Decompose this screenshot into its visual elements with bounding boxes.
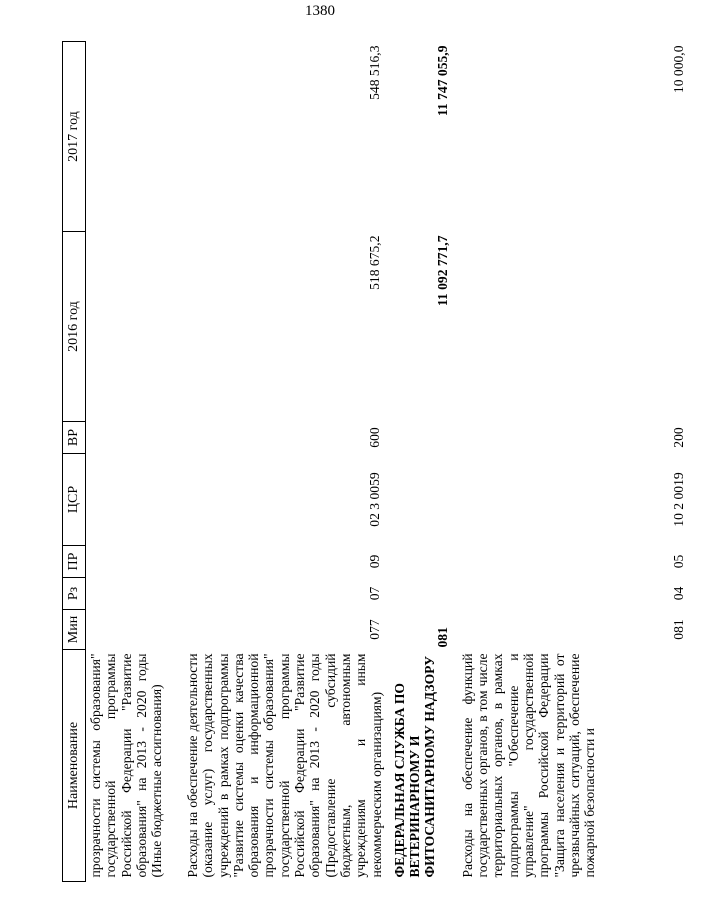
header-min: Мин bbox=[63, 610, 86, 650]
row-name: ФЕДЕРАЛЬНАЯ СЛУЖБА ПО ВЕТЕРИНАРНОМУ И ФИТОСАНИТАРНОМУ НАДЗОРУ bbox=[391, 655, 438, 878]
header-2016: 2016 год bbox=[63, 232, 86, 422]
row-min: 077 bbox=[366, 619, 382, 640]
header-vr: ВР bbox=[63, 422, 86, 454]
row-name: прозрачности системы образования" государственной программы Российской Федерации "Развитие образования" на 2013 - 2020 годы (Иные бюджетные ассигнования) bbox=[88, 653, 165, 878]
row-2016 bbox=[458, 232, 708, 422]
row-csr: 02 3 0059 bbox=[366, 472, 382, 527]
header-pr: ПР bbox=[63, 546, 86, 578]
row-pr: 05 bbox=[670, 554, 686, 569]
row-csr bbox=[390, 454, 458, 546]
row-vr bbox=[86, 422, 184, 454]
row-csr: 10 2 0019 bbox=[670, 472, 686, 527]
row-2017: 11 747 055,9 bbox=[434, 45, 450, 117]
row-rz bbox=[86, 578, 184, 610]
header-2017: 2017 год bbox=[63, 42, 86, 232]
row-2017: 548 516,3 bbox=[366, 45, 382, 100]
row-vr: 200 bbox=[670, 427, 686, 448]
table-row bbox=[390, 42, 458, 882]
budget-table bbox=[62, 41, 708, 882]
row-min: 081 bbox=[434, 627, 450, 648]
row-name: Расходы на обеспечение функций государственных органов, в том числе территориальных органов, в рамках подпрограммы "Обеспечение и управление" государственной программы Российской Федерации "Защита населения и территорий от чрезвычайных ситуаций, обеспечение пожарной безопасности и bbox=[459, 653, 598, 878]
row-pr: 09 bbox=[366, 554, 382, 569]
row-2017 bbox=[86, 42, 184, 232]
row-vr: 600 bbox=[366, 427, 382, 448]
table-row bbox=[183, 42, 390, 882]
header-rz: Рз bbox=[63, 578, 86, 610]
header-row bbox=[63, 42, 86, 882]
row-pr bbox=[390, 546, 458, 578]
row-2017: 10 000,0 bbox=[670, 45, 686, 94]
table-row bbox=[86, 42, 184, 882]
row-name: Расходы на обеспечение деятельности (оказание услуг) государственных учреждений в рамках подпрограммы "Развитие системы оценки качества образования и информационной прозрачности системы образования" государственной программы Российской Федерации "Развитие образования" на 2013 - 2020 годы (Предоставление субсидий бюджетным, автономным учреждениям и иным некоммерческим организациям) bbox=[185, 653, 384, 878]
table-row bbox=[458, 42, 708, 882]
header-csr: ЦСР bbox=[63, 454, 86, 546]
row-vr bbox=[390, 422, 458, 454]
row-csr bbox=[86, 454, 184, 546]
header-name: Наименование bbox=[63, 650, 86, 882]
row-min bbox=[86, 610, 184, 650]
row-2016: 518 675,2 bbox=[366, 235, 382, 290]
row-rz: 04 bbox=[670, 586, 686, 601]
row-rz: 07 bbox=[366, 586, 382, 601]
row-rz bbox=[390, 578, 458, 610]
row-min: 081 bbox=[670, 619, 686, 640]
page-number: 1380 bbox=[305, 3, 335, 19]
row-2016 bbox=[86, 232, 184, 422]
row-pr bbox=[86, 546, 184, 578]
rotated-budget-table bbox=[62, 42, 686, 882]
row-2016: 11 092 771,7 bbox=[434, 235, 450, 307]
